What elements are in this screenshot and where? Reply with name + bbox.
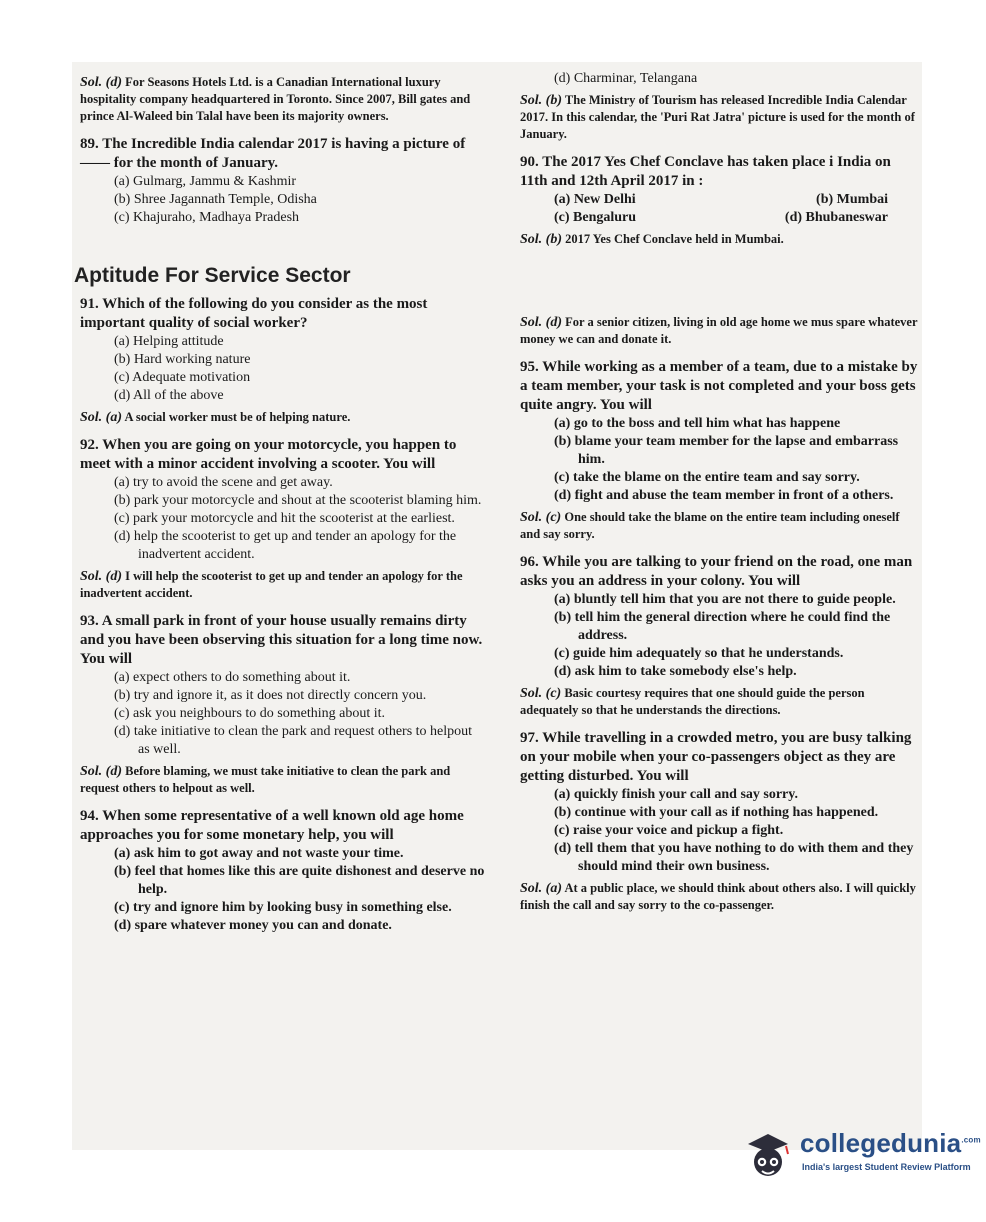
option-94c: (c) try and ignore him by looking busy in something else. [114,900,452,915]
option-91b: (b) Hard working nature [114,352,251,367]
option-90a: (a) New Delhi [554,192,636,207]
question-96: 96. While you are talking to your friend on the road, one man asks you an address in your colony. You will (a) bluntly tell him that you are not there to guide people. (b) tell him the general direction where he could find the address. (c) guide him adequately so that he understands. (d) ask him to take somebody else's help. Sol. (c) Basic courtesy requires that one should guide the person adequately so that he understands the directions. [520,553,918,719]
option-92c: (c) park your motorcycle and hit the scooterist at the earliest. [114,511,455,526]
option-93a: (a) expect others to do something about it. [114,670,351,685]
question-93: 93. A small park in front of your house usually remains dirty and you have been observing this situation for a long time now. You will (a) expect others to do something about it. (b) try and ignore it, as it does not directly concern you. (c) ask you neighbours to do something about it. (d) take initiative to clean the park and request others to helpout as well. Sol. (d) Before blaming, we must take initiative to clean the park and request others to helpout as well. [80,612,485,797]
option-95d: (d) fight and abuse the team member in front of a others. [554,488,894,503]
option-92a: (a) try to avoid the scene and get away. [114,475,333,490]
solution-91: Sol. (a) A social worker must be of helping nature. [80,410,351,425]
solution-88: Sol. (d) For Seasons Hotels Ltd. is a Canadian International luxury hospitality company headquartered in Toronto. Since 2007, Bill gates and prince Al-Waleed bin Talal have been its majority owners. [80,75,471,123]
left-column [74,70,485,935]
question-95: 95. While working as a member of a team, due to a mistake by a team member, your task is not completed and your boss gets quite angry. You will (a) go to the boss and tell him what has happene (b) blame your team member for the lapse and embarrass him. (c) take the blame on the entire team and say sorry. (d) fight and abuse the team member in front of a others. Sol. (c) One should take the blame on the entire team including oneself and say sorry. [520,359,918,541]
option-96a: (a) bluntly tell him that you are not there to guide people. [554,592,896,607]
option-93b: (b) try and ignore it, as it does not directly concern you. [114,688,427,703]
option-89c: (c) Khajuraho, Madhaya Pradesh [114,210,300,225]
question-97: 97. While travelling in a crowded metro, you are busy talking on your mobile when your co-passengers object as they are getting disturbed. You will (a) quickly finish your call and say sorry. (b) continue with your call as if nothing has happened. (c) raise your voice and pickup a fight. (d) tell them that you have nothing to do with them and they should mind their own business. Sol. (a) At a public place, we should think about others also. I will quickly finish the call and say sorry to the co-passenger. [520,729,918,914]
option-89b: (b) Shree Jagannath Temple, Odisha [114,192,317,207]
question-89: 89. The Incredible India calendar 2017 is having a picture of —— for the month of January. (a) Gulmarg, Jammu & Kashmir (b) Shree Jagannath Temple, Odisha (c) Khajuraho, Madhaya Pradesh [80,135,485,227]
option-91a: (a) Helping attitude [114,334,224,349]
solution-94: Sol. (d) For a senior citizen, living in old age home we mus spare whatever money we can and donate it. [520,315,918,346]
option-97b: (b) continue with your call as if nothing has happened. [554,805,879,820]
option-95a: (a) go to the boss and tell him what has happene [554,416,841,431]
option-96d: (d) ask him to take somebody else's help. [554,664,797,679]
option-90d: (d) Bhubaneswar [784,210,888,225]
solution-90: Sol. (b) 2017 Yes Chef Conclave held in Mumbai. [520,232,784,247]
brand-name: collegedunia [800,1128,962,1158]
option-93d: (d) take initiative to clean the park and request others to helpout as well. [114,724,473,757]
option-92d: (d) help the scooterist to get up and tender an apology for the inadvertent accident. [114,529,457,562]
solution-95: Sol. (c) One should take the blame on the entire team including oneself and say sorry. [520,510,900,541]
option-89d: (d) Charminar, Telangana [554,71,698,86]
option-94a: (a) ask him to got away and not waste your time. [114,846,404,861]
option-90b: (b) Mumbai [816,192,888,207]
question-92: 92. When you are going on your motorcycle, you happen to meet with a minor accident involving a scooter. You will (a) try to avoid the scene and get away. (b) park your motorcycle and shout at the scooterist blaming him. (c) park your motorcycle and hit the scooterist at the earliest. (d) help the scooterist to get up and tender an apology for the inadvertent accident. Sol. (d) I will help the scooterist to get up and tender an apology for the inadvertent accident. [80,436,485,602]
brand-domain: .com [961,1135,981,1145]
option-95c: (c) take the blame on the entire team and say sorry. [554,470,860,485]
option-91c: (c) Adequate motivation [114,370,251,385]
collegedunia-logo[interactable] [742,1122,981,1186]
option-96b: (b) tell him the general direction where he could find the address. [554,610,891,643]
option-97c: (c) raise your voice and pickup a fight. [554,823,784,838]
option-97d: (d) tell them that you have nothing to do with them and they should mind their own business. [554,841,914,874]
option-91d: (d) All of the above [114,388,224,403]
solution-97: Sol. (a) At a public place, we should think about others also. I will quickly finish the call and say sorry to the co-passenger. [520,881,916,912]
brand-tagline: India's largest Student Review Platform [802,1162,971,1172]
question-94: 94. When some representative of a well known old age home approaches you for some monetary help, you will (a) ask him to got away and not waste your time. (b) feel that homes like this are quite dishonest and deserve no help. (c) try and ignore him by looking busy in something else. (d) spare whatever money you can and donate. [80,808,485,933]
solution-96: Sol. (c) Basic courtesy requires that one should guide the person adequately so that he understands the directions. [520,686,865,717]
section-title: Aptitude For Service Sector [74,264,351,287]
option-92b: (b) park your motorcycle and shout at the scooterist blaming him. [114,493,482,508]
option-96c: (c) guide him adequately so that he understands. [554,646,844,661]
option-90c: (c) Bengaluru [554,210,637,225]
right-column [520,70,918,920]
question-91: 91. Which of the following do you consider as the most important quality of social worker? (a) Helping attitude (b) Hard working nature (c) Adequate motivation (d) All of the above Sol. (a) A social worker must be of helping nature. [80,295,485,426]
option-93c: (c) ask you neighbours to do something about it. [114,706,386,721]
question-90: 90. The 2017 Yes Chef Conclave has taken place i India on 11th and 12th April 2017 in : (a) New Delhi (b) Mumbai (c) Bengaluru (d) Bhubaneswar Sol. (b) 2017 Yes Chef Conclave held in Mumbai. [520,153,918,248]
option-95b: (b) blame your team member for the lapse and embarrass him. [554,434,899,467]
solution-92: Sol. (d) I will help the scooterist to get up and tender an apology for the inadvertent accident. [80,569,463,600]
option-94d: (d) spare whatever money you can and donate. [114,918,392,933]
solution-93: Sol. (d) Before blaming, we must take initiative to clean the park and request others to helpout as well. [80,764,451,795]
option-89a: (a) Gulmarg, Jammu & Kashmir [114,174,297,189]
mascot-icon [742,1126,794,1182]
option-94b: (b) feel that homes like this are quite dishonest and deserve no help. [114,864,485,897]
solution-89: Sol. (b) The Ministry of Tourism has released Incredible India Calendar 2017. In this calendar, the 'Puri Rat Jatra' picture is used for the month of January. [520,93,915,141]
option-97a: (a) quickly finish your call and say sorry. [554,787,799,802]
